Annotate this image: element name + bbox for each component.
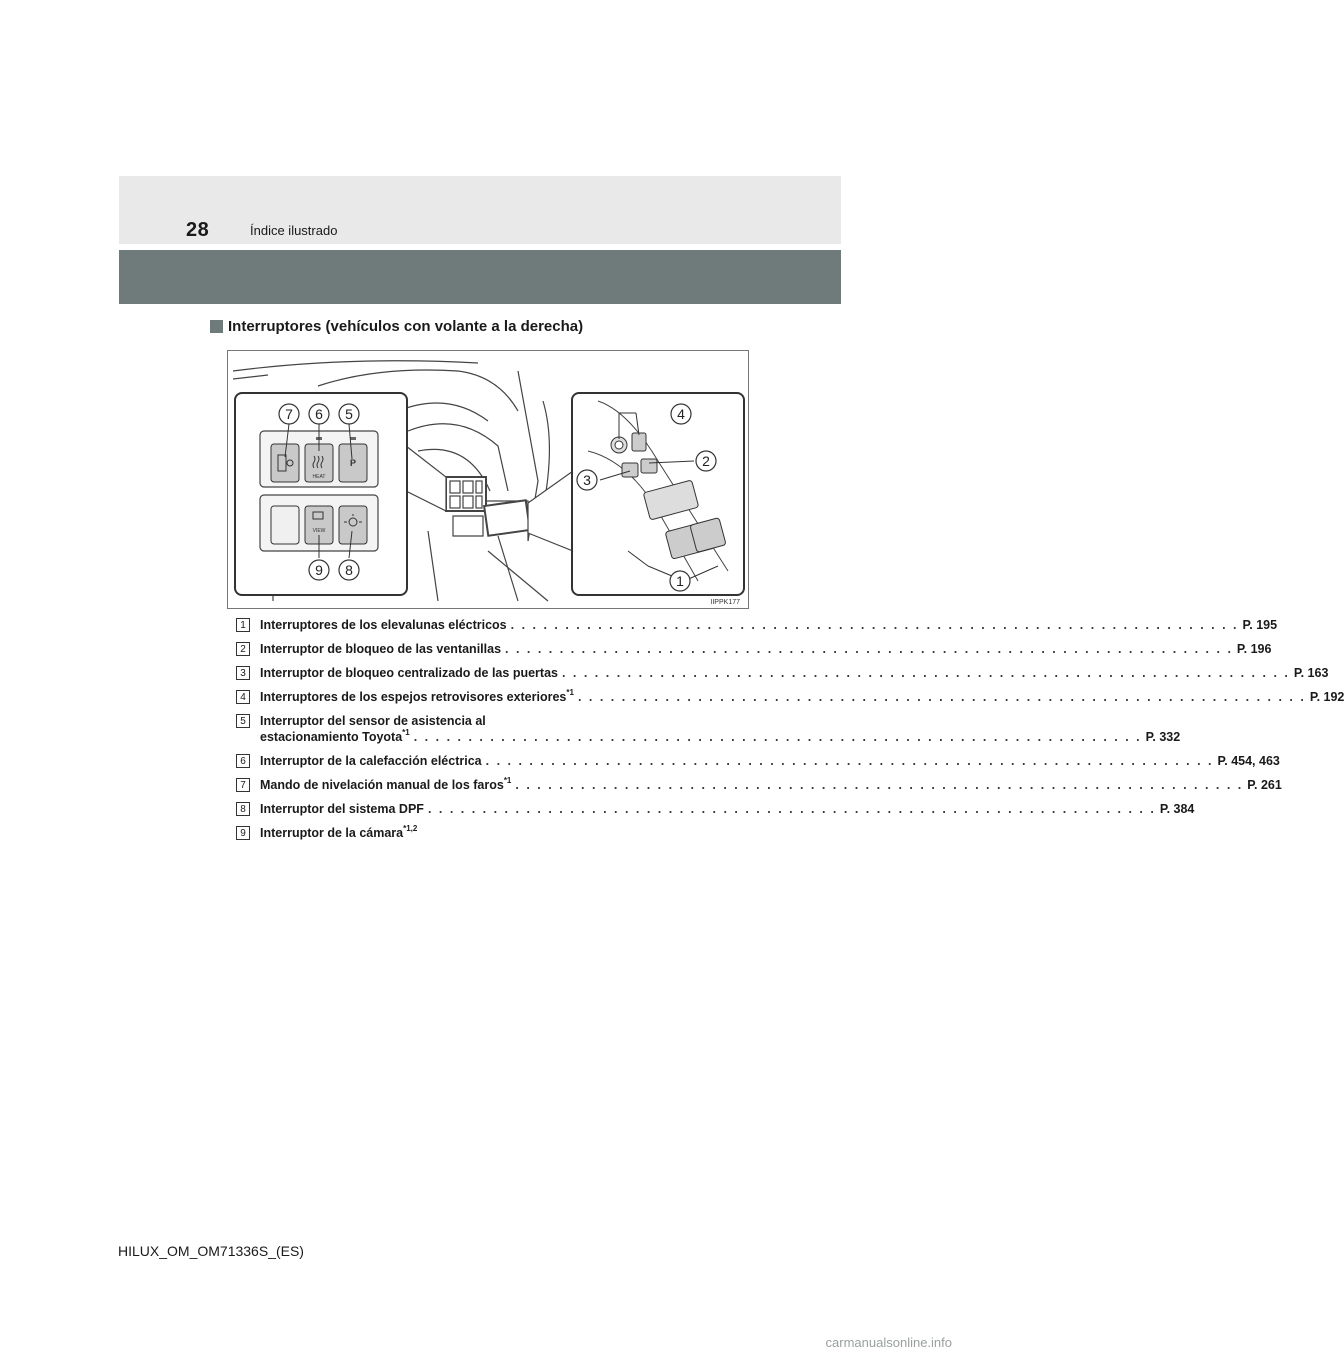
item-label-line1: Interruptor del sensor de asistencia al: [260, 714, 486, 728]
view-switch-label: VIEW: [312, 528, 326, 534]
callout-7: 7: [285, 406, 293, 422]
list-item: [236, 801, 1195, 817]
page-number: 28: [186, 219, 210, 241]
section-title: Índice ilustrado: [250, 223, 338, 238]
dashboard-drawing: [228, 351, 748, 608]
item-label: Interruptor de la cámara: [260, 826, 404, 840]
page-reference[interactable]: P. 261: [1247, 778, 1282, 792]
callout-4: 4: [677, 406, 685, 422]
header-band: [119, 176, 841, 244]
page-reference[interactable]: P. 454, 463: [1217, 754, 1280, 768]
subheading-text: Interruptores (vehículos con volante a la derecha): [228, 318, 584, 335]
document-code: HILUX_OM_OM71336S_(ES): [118, 1243, 304, 1259]
list-item: [236, 641, 1272, 657]
square-bullet-icon: [210, 320, 223, 333]
item-label: Interruptores de los espejos retrovisores exteriores: [260, 690, 567, 704]
item-number: 5: [236, 714, 250, 728]
callout-6: 6: [315, 406, 323, 422]
svg-text:P: P: [349, 458, 357, 468]
footnote-mark: *1: [566, 688, 574, 697]
item-label: Interruptores de los elevalunas eléctricos: [260, 618, 507, 632]
list-item: [236, 617, 1278, 633]
switches-illustration: [227, 350, 749, 609]
item-label: estacionamiento Toyota: [260, 730, 403, 744]
illustration-code: IIPPK177: [710, 599, 740, 606]
list-item: [236, 713, 1181, 745]
callout-5: 5: [345, 406, 353, 422]
header-dark-band: [119, 250, 841, 304]
watermark: carmanualsonline.info: [825, 1335, 952, 1350]
item-number: 1: [236, 618, 250, 632]
item-label: Interruptor de bloqueo de las ventanillas: [260, 642, 502, 656]
callout-8: 8: [345, 562, 353, 578]
item-number: 7: [236, 778, 250, 792]
item-number: 4: [236, 690, 250, 704]
callout-1: 1: [676, 573, 684, 589]
item-label: Interruptor del sistema DPF: [260, 802, 424, 816]
item-number: 8: [236, 802, 250, 816]
item-number: 6: [236, 754, 250, 768]
footnote-mark: *1: [503, 776, 512, 785]
item-number: 9: [236, 826, 250, 840]
page-reference[interactable]: P. 332: [1145, 730, 1181, 744]
page-reference[interactable]: P. 195: [1242, 618, 1278, 632]
subheading: [210, 318, 583, 335]
heat-switch-label: HEAT: [312, 474, 326, 480]
item-number: 2: [236, 642, 250, 656]
item-number: 3: [236, 666, 250, 680]
page-reference[interactable]: P. 163: [1293, 666, 1329, 680]
item-label: Interruptor de la calefacción eléctrica: [260, 754, 482, 768]
page-reference[interactable]: P. 384: [1159, 802, 1195, 816]
footnote-mark: *1: [402, 728, 410, 737]
callout-3: 3: [583, 472, 591, 488]
list-item: [236, 753, 1280, 769]
item-list: [236, 617, 1344, 849]
list-item: [236, 825, 726, 841]
callout-2: 2: [702, 453, 710, 469]
list-item: [236, 776, 1282, 793]
list-item: [236, 665, 1329, 681]
list-item: [236, 688, 1344, 705]
page-reference[interactable]: P. 192: [1309, 690, 1344, 704]
callout-9: 9: [315, 562, 323, 578]
page-reference[interactable]: P. 196: [1236, 642, 1272, 656]
item-label: Interruptor de bloqueo centralizado de las puertas: [260, 666, 558, 680]
footnote-mark: *1,2: [403, 824, 418, 833]
item-label: Mando de nivelación manual de los faros: [260, 778, 504, 792]
